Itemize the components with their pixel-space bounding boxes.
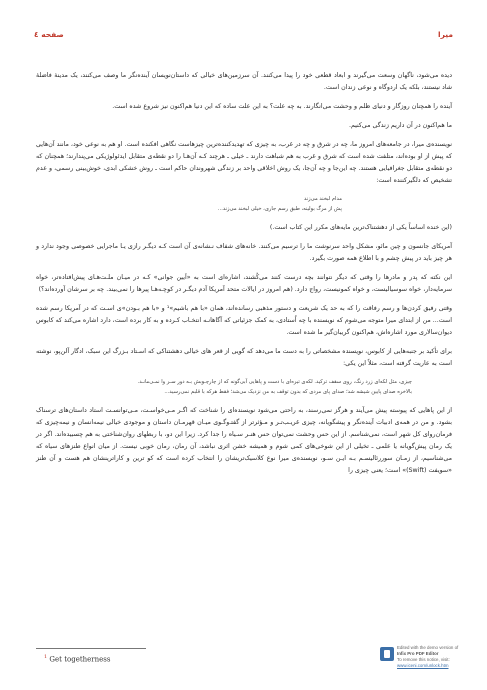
paragraph: نویسنده‌ی میرا، در جامعه‌های امروز ما، چه در شرق و چه در غرب، به چیزی که تهدیدکننده‌ترین چیزهاست نگاهی افکنده است. او هم به نوعی خود، مانند آن‌هایی که پیش از او بوده‌اند، متلفت شده است که شرق و غرب به هم شباهت دارند ـ خیلی ـ هرچند کـه آن‌هـا را دو نقطه‌ی متقابل ایدئولوژیکی می‌پندارند؛ همچنان که دو نقطه‌ی متقابل جغرافیایی هستند. چه این‌جا و چه آن‌جا، یک روش اخلاقی واحد بر زندگی شهروندان حاکم است ـ روش خشکی ابدی، خوش‌بینی رسمی، و عدم تشخیص که دلگیرکننده است: (36, 141, 452, 184)
pdf-editor-logo-icon (380, 647, 394, 661)
footnote (44, 654, 111, 663)
quote-line: پش از مرگ بولینه، طبق رسم جاری، خیلی لبخند می‌زند... (217, 206, 342, 212)
body-text (36, 70, 452, 484)
page-header (34, 30, 453, 44)
block-quote (36, 194, 342, 214)
watermark-brand: Infix Pro PDF Editor (397, 651, 439, 656)
footnote-divider (36, 648, 146, 649)
paragraph: (این خنده اساساً یکی از دهشتناک‌ترین مایه‌های مکرر این کتاب است.) (269, 224, 452, 231)
watermark-link[interactable]: www.iceni.com/unlock.htm (397, 663, 449, 668)
quote-line: مدام لبخند می‌زند (303, 196, 342, 202)
paragraph: آمریکای جانسون و چین مائو، مشکل واحد سرنوشت ما را ترسیم می‌کنند. خانه‌های شفاف نـشانه‌ی آن است کـه دیگـر رازی یـا ماجرایی خصوصی وجود ندارد و هر چیز باید در پیش چشم و با اطلاع همه صورت بگیرد. (36, 243, 452, 262)
footnote-number: 1 (44, 654, 48, 660)
paragraph: برای تأکید بر جنبه‌هایی از کابوس، نویسنده مشخصاتی را به دست ما می‌دهد که گویی از قعر های خیالی دهشتناکی که اسـتاد بـزرگ این سبک، ادگار آلن‌پو، نوشته است به عاریت گرفته است، مثلاً این یکی: (36, 348, 452, 367)
paragraph: آینده را همچنان روزگار و دنیای ظلم و وحشت می‌انگارند. به چه علت؟ به این علت ساده که این دنیا هم‌اکنون نیز شروع شده است. (112, 103, 452, 110)
paragraph: از این پاهایی که پیوسته پیش می‌آیند و هرگز نمی‌رسند، به راحتی می‌شود نویسنده‌ای را شناخت که اگـر مـی‌خواسـت، مـی‌توانسـت استاد داستان‌های ترسناک بشود. و من در همه‌ی ادبیات آینده‌نگر و پیشگویانه، چیزی غریـب‌تـر و مـؤثرتر از گفتـ‌وگـوی میـان قهرمـان داستان و موجودی خیالی نیمه‌انسان و نیمه‌چیزی که فرمان‌روای کل شهر است، نمی‌شناسم. از این حس وحشت نمی‌توان حس هنـر سـیاه را جدا کرد. زیرا این دو، با ربطهای روان‌شناختی به هم چسبیده‌اند. اگر در یک رمان پیش‌گویانه یا علمی ـ تخیلی از این شوخی‌های کمی شوم و همیشه خشن اثری نباشد، آن رمان، رمان خوبی نیست. از میان انواع طنزهای سیاه که می‌شناسیم، از زمـان سوررئالیسـم بـه ایـن سـو، نویسنده‌ی میرا نوع کلاسیک‌تریشان را انتخاب کرده است که کو ترین و کاراترینشان هم هست و آن طنز «سویفت (Swift)» است؛ یعنی چیزی را (36, 407, 452, 474)
running-head-title: میرا (438, 30, 453, 39)
paragraph: این نکته که پدر و مادرها را وقتی که دیگر نتوانند بچه درست کنند می‌کُشند، اشاره‌ای است به «اَیین جوانی» کـه در میـان ملـت‌هـای پیش‌افتاده‌تر، خواه سرمایه‌دار، خواه سوسیالیست، و خواه کمونیست، رواج دارد. (هم امروز در ایالات متحد آمریکا آدم دیگـر در کوچـه‌هـا پیرها را نمی‌بیند. چه بر سرشان آورده‌اند؟) (36, 274, 452, 293)
watermark-text (397, 645, 458, 669)
paragraph: وقتی رفیق کردن‌ها و رسم رفاقت را که به حد یک شریعت و دستور مذهبی رسانده‌اند، همان «با هم باشیم»¹ و «با هم بـودن»ی اسـت که در آمریکا رسم شده است... من از ابتدای میرا متوجه می‌شوم که نویسنده با چه اُستادی، به کمک جزئیاتی که آگاهانـه انتخـاب کـرده و به کار برده است، دارد اشاره می‌کند که کابوس دیوان‌سالاری مورد اشاره‌اش، هم‌اکنون گریبان‌گیر ما شده است. (36, 305, 452, 336)
watermark-line: Edited with the demo version of (397, 645, 459, 650)
paragraph: دیده می‌شود، ناگهان وسعت می‌گیرند و ابعاد قطعی خود را پیدا می‌کنند. آن سرزمین‌های خیالی که داستان‌نویسان آینده‌نگر ما وصف می‌کنند، یک مدینهٔ فاضلهٔ شاد نیستند، بلکه یک اردوگاه و نوعی زندان است. (36, 72, 452, 91)
page-number: صفحه ٤ (34, 30, 64, 39)
footnote-text: Get togetherness (49, 655, 111, 664)
quote-line: چیزی، مثل لکه‌ای زرد رنگ، روی سقف ترکید. لکه‌ی تیره‌ای با دست و پاهایی آبی‌گونه که از چارچـوبش بـه دور سـر وا نمـی‌مانـد. (137, 379, 412, 385)
editor-watermark (380, 645, 480, 685)
block-quote (36, 377, 412, 397)
quote-line: بالاخره صدای پایین شیشه شد؛ صدای پای مردی که بدون توقف به من نزدیک می‌شد؛ فقط هرکه با قلبم نمی‌رسید... (164, 389, 412, 395)
watermark-line: To remove this notice, visit: (397, 657, 450, 662)
paragraph: ما هم‌اکنون در آن داریم زندگی می‌کنیم. (348, 122, 452, 129)
